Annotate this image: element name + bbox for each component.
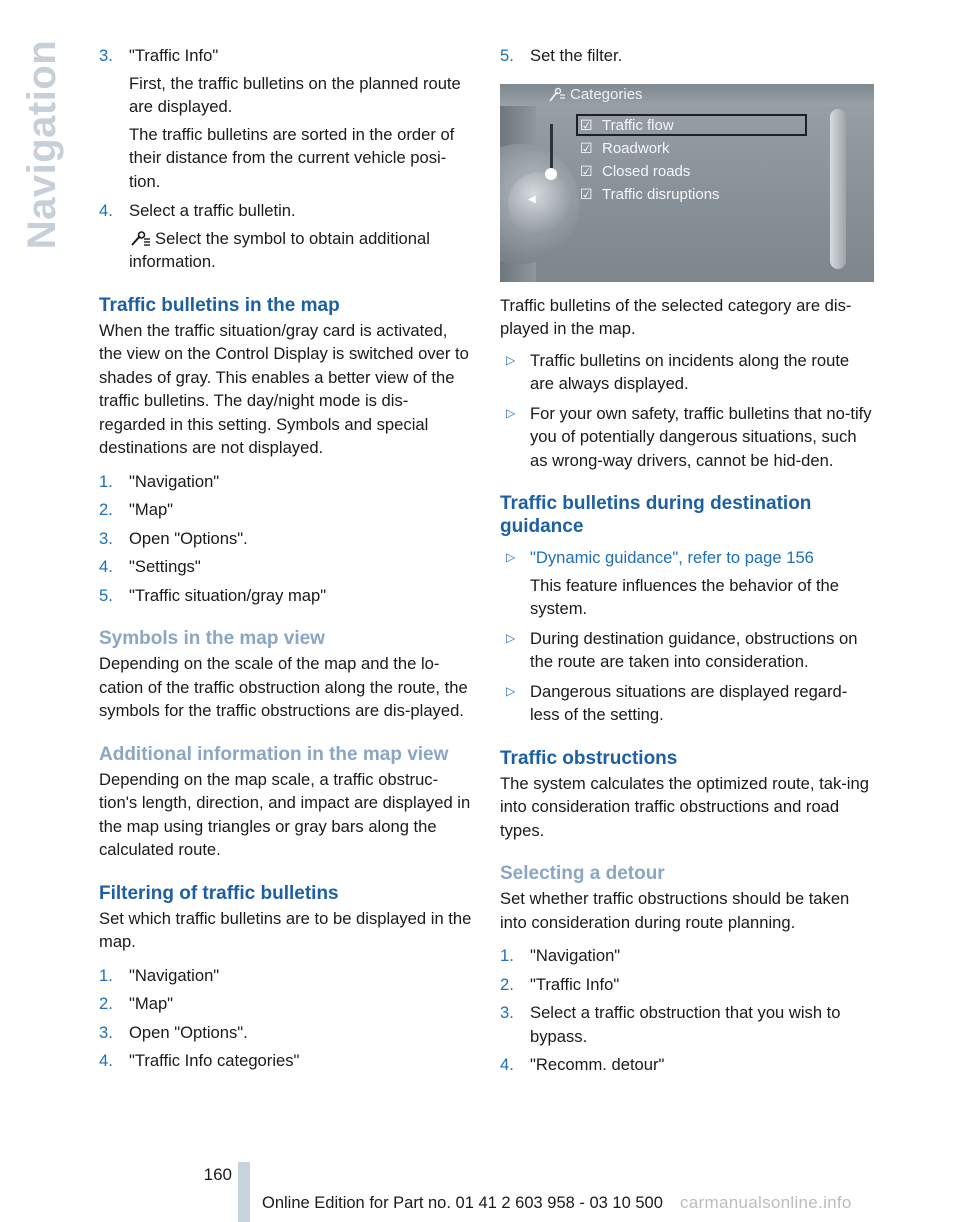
list-item: 4. Select a traffic bulletin. [99, 201, 296, 220]
arrow-left-icon: ◀ [528, 193, 536, 205]
bullet-list [500, 349, 874, 473]
controller-pointer-line [550, 124, 553, 174]
controller-pointer-dot [545, 168, 557, 180]
list-item: 1. "Navigation" [99, 965, 220, 985]
list-item: 3. Open "Options". [99, 1022, 248, 1042]
traffic-info-icon [548, 87, 566, 103]
bullet-triangle-icon: ▷ [506, 352, 516, 367]
category-roadwork[interactable]: ☑ Roadwork [580, 140, 670, 157]
section-heading: Traffic bulletins during destination guidance [500, 493, 812, 537]
page-number: 160 [203, 1165, 232, 1184]
steps-list [99, 470, 474, 608]
section-heading: Filtering of traffic bulletins [99, 882, 339, 904]
steps-list [99, 964, 474, 1073]
bullet-triangle-icon: ▷ [506, 630, 516, 645]
checkbox-icon: ☑ [580, 117, 593, 133]
list-item [500, 546, 874, 570]
page-reference-link[interactable]: "Dynamic guidance", refer to page 156 [530, 548, 814, 567]
category-traffic-flow[interactable]: ☑ Traffic flow [580, 117, 674, 134]
section-body: Depending on the scale of the map and the lo-cation of the traffic obstruction along the route, the symbols for the traffic obstructions are dis-played. [99, 654, 468, 720]
section-body: Depending on the map scale, a traffic obstruc-tion's length, direction, and impact are displayed in the map using triangles or gray bars along the calculated route. [99, 769, 471, 859]
list-item-detail: First, the traffic bulletins on the planned route are displayed. [129, 73, 461, 116]
list-item: 5. Set the filter. [500, 46, 623, 65]
list-item-detail: This feature influences the behavior of the system. [530, 575, 840, 618]
list-item: 2. "Traffic Info" [500, 974, 620, 994]
list-item-detail: Select the symbol to obtain additional information. [129, 228, 430, 271]
section-body: The system calculates the optimized route, tak-ing into consideration traffic obstructions and road types. [500, 773, 869, 840]
category-closed-roads[interactable]: ☑ Closed roads [580, 163, 691, 180]
checkbox-icon: ☑ [580, 140, 593, 156]
categories-screenshot [500, 84, 874, 282]
list-item: ▷ Dangerous situations are displayed regard-less of the setting. [500, 680, 874, 727]
section-body: Set whether traffic obstructions should be taken into consideration during route planning. [500, 889, 850, 932]
checkbox-icon: ☑ [580, 186, 593, 202]
list-item: 3. Select a traffic obstruction that you wish to bypass. [500, 1003, 841, 1046]
list-item: 4. "Recomm. detour" [500, 1055, 665, 1074]
list-item-detail: The traffic bulletins are sorted in the order of their distance from the current vehicle posi-tion. [129, 124, 455, 191]
list-item: 4. "Settings" [99, 557, 201, 576]
list-item: ▷ For your own safety, traffic bulletins that no-tify you of potentially dangerous situations, such as wrong-way drivers, cannot be hid-den. [500, 402, 874, 473]
list-item: ▷ Traffic bulletins on incidents along the route are always displayed. [500, 349, 874, 396]
footer-divider [238, 1162, 250, 1222]
subsection-heading: Symbols in the map view [99, 628, 325, 649]
bullet-list [500, 546, 874, 727]
list-item: 1. "Navigation" [500, 946, 621, 965]
section-body: Traffic bulletins of the selected category are dis-played in the map. [500, 295, 852, 338]
screen-scroll-arc [830, 109, 846, 269]
section-heading: Traffic bulletins in the map [99, 294, 340, 316]
bullet-triangle-icon: ▷ [506, 683, 516, 698]
controller-knob-center [508, 172, 572, 236]
traffic-info-details-icon [129, 230, 151, 248]
list-item: 5. "Traffic situation/gray map" [99, 585, 327, 605]
right-column [500, 44, 874, 1077]
list-item: 1. "Navigation" [99, 471, 220, 491]
section-heading: Traffic obstructions [500, 747, 678, 769]
bullet-triangle-icon: ▷ [506, 405, 516, 420]
category-traffic-disruptions[interactable]: ☑ Traffic disruptions [580, 186, 720, 203]
left-column [99, 44, 474, 1073]
checkbox-icon: ☑ [580, 163, 593, 179]
watermark: carmanualsonline.info [680, 1193, 852, 1212]
list-item: 3. "Traffic Info" [99, 46, 219, 65]
list-item: 2. "Map" [99, 994, 174, 1013]
list-item: 4. "Traffic Info categories" [99, 1051, 300, 1070]
subsection-heading: Selecting a detour [500, 863, 665, 884]
bullet-triangle-icon: ▷ [506, 550, 516, 564]
list-item: 3. Open "Options". [99, 528, 248, 548]
list-item: ▷ During destination guidance, obstructions on the route are taken into consideration. [500, 627, 874, 674]
edition-note: Online Edition for Part no. 01 41 2 603 958 - 03 10 500 [262, 1194, 663, 1212]
list-item: 2. "Map" [99, 500, 174, 519]
section-body: When the traffic situation/gray card is activated, the view on the Control Display is switched over to shades of gray. This enables a better view of the traffic bulletins. The day/night mode is dis-regarded in this setting. Symbols and special destinations are not displayed. [99, 320, 469, 457]
screen-title: Categories [570, 85, 643, 103]
subsection-heading: Additional information in the map view [99, 743, 449, 765]
section-body: Set which traffic bulletins are to be displayed in the map. [99, 908, 472, 951]
chapter-title: Navigation [20, 39, 65, 249]
steps-list [500, 944, 874, 1077]
